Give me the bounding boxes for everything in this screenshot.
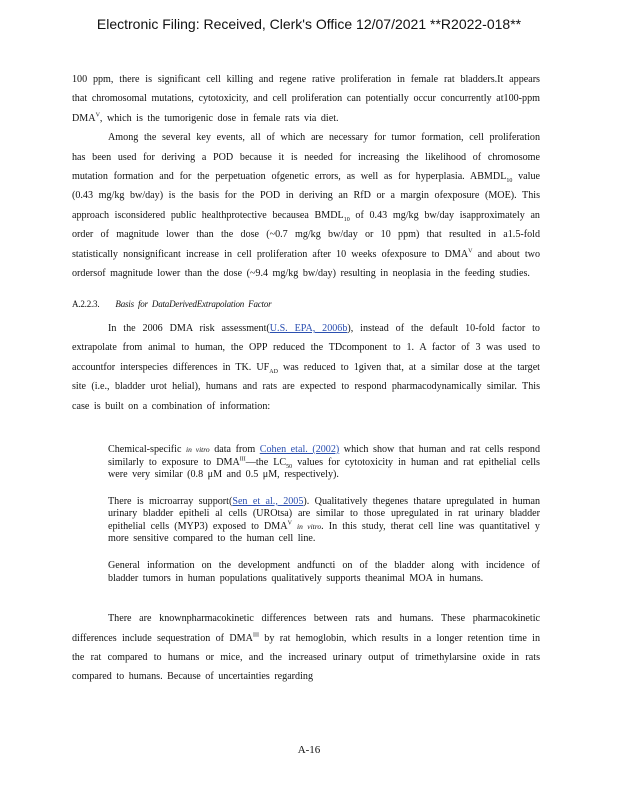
page-header: Electronic Filing: Received, Clerk's Office 12/07/2021 **R2022-018**: [96, 16, 522, 32]
list-item: There is microarray support(Sen et al., 2005). Qualitatively thegenes thatare upregulated in human urinary bladder epitheli al cells (UROtsa) are similar to those upregulated in rat urinary bladder epithelial cells (MYP3) exposed to $DMA^V$ in vitro. In this study, therat cell line was quantitativel y more sensitive compared to the human cell line.: [108, 495, 540, 545]
paragraph-4: There are knownpharmacokinetic differences between rats and humans. These pharmacokinetic differences include sequestration of $DMA^{III}$ by rat hemoglobin, which results in a longer retention time in the rat compared to humans or mice, and the increased urinary output of trimethylarsine oxide in rats compared to humans. Because of uncertainties regarding: [72, 613, 540, 683]
list-item: Chemical-specific in vitro data from Cohen etal. (2002) which show that human and rat cells respond similarly to exposure to $DMA^{III}—the$ $LC_{50}$ values for cytotoxicity in human and rat epithelial cells were very similar (0.8 μM and 0.5 μM, respectively).: [108, 443, 540, 481]
paragraph-1: 100 ppm, there is significant cell killing and regene rative proliferation in female rat bladders.It appears that chromosomal mutations, cytotoxicity, and cell proliferation can potentially occur concurrently at100-ppm $DMA^V$, which is the tumorigenic dose in female rats via diet.: [72, 74, 540, 124]
section-heading: [72, 295, 540, 314]
citation-link-epa-2006b[interactable]: U.S. EPA, 2006b: [269, 322, 348, 334]
section-title: Basis for DataDerivedExtrapolation Factor: [115, 299, 272, 310]
citation-link-cohen-2002[interactable]: Cohen etal. (2002): [259, 443, 340, 455]
section-number: A.2.2.3.: [72, 299, 100, 310]
paragraph-3: In the 2006 DMA risk assessment(U.S. EPA, 2006b), instead of the default 10-fold factor to extrapolate from animal to human, the OPP reduced the TDcomponent to 1. A factor of 3 was used to accountfor interspecies differences in TK. $UF_{AD}$ was reduced to 1given that, at a similar dose at the target site (i.e., bladder urot helial), humans and rats are expected to respond pharmacodynamically similar. This case is built on a combination of information:: [72, 322, 540, 412]
evidence-list: [72, 444, 540, 585]
document-body: [72, 70, 540, 687]
page-number: A-16: [297, 744, 321, 756]
list-item: General information on the development andfuncti on of the bladder along with incidence of bladder tumors in human populations qualitatively supports theanimal MOA in humans.: [108, 560, 540, 584]
paragraph-2: Among the several key events, all of which are necessary for tumor formation, cell proliferation has been used for deriving a POD because it is needed for increasing the likelihood of chromosome mutation formation and for the perpetuation ofgenetic errors, as well as for hyperplasia. $ABMDL_{10}$ value (0.43 mg/kg bw/day) is the basis for the POD in deriving an RfD or a margin ofexposure (MOE). This approach isconsidered public healthprotective becausea $BMDL_{10}$ of 0.43 mg/kg bw/day isapproximately an order of magnitude lower than the dose (~0.7 mg/kg bw/day or 10 ppm) that resulted in a1.5-fold statistically nonsignificant increase in cell proliferation after 10 weeks ofexposure to $DMA^V$ and about two ordersof magnitude lower than the dose (~9.4 mg/kg bw/day) resulting in neoplasia in the feeding studies.: [72, 132, 540, 280]
citation-link-sen-2005[interactable]: Sen et al., 2005: [232, 495, 304, 507]
